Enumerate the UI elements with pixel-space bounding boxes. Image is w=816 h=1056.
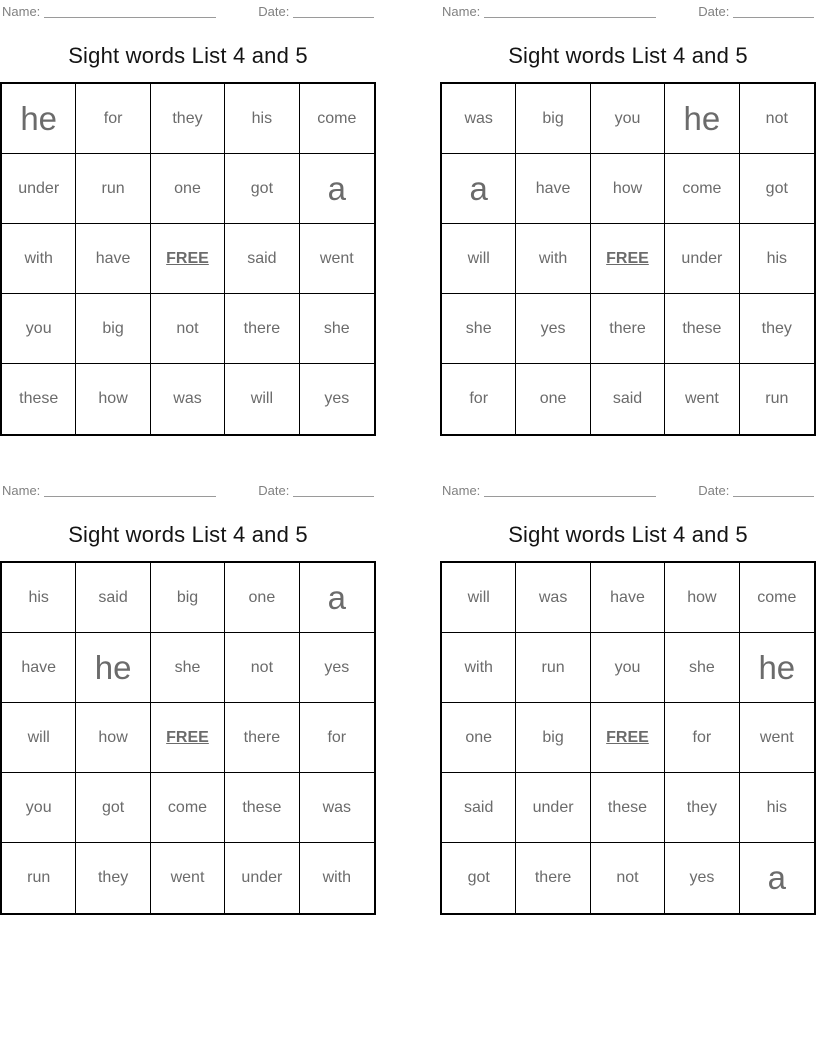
date-blank-line <box>293 5 374 18</box>
bingo-cell: said <box>442 773 516 843</box>
name-label: Name: <box>2 483 41 498</box>
bingo-cell: for <box>442 364 516 434</box>
bingo-cell: they <box>76 843 150 913</box>
bingo-cell: will <box>2 703 76 773</box>
bingo-grid <box>440 82 816 436</box>
bingo-cell: there <box>225 703 299 773</box>
name-blank-line <box>44 5 216 18</box>
bingo-cell: went <box>300 224 374 294</box>
free-cell: FREE <box>591 224 665 294</box>
date-blank-line <box>733 5 814 18</box>
bingo-cell: he <box>2 84 76 154</box>
bingo-cell: there <box>225 294 299 364</box>
bingo-cell: he <box>665 84 739 154</box>
bingo-cell: these <box>225 773 299 843</box>
bingo-grid <box>0 82 376 436</box>
card-title: Sight words List 4 and 5 <box>68 522 308 547</box>
name-date-header <box>440 0 816 19</box>
free-cell: FREE <box>151 703 225 773</box>
bingo-cell: have <box>516 154 590 224</box>
bingo-cell: he <box>76 633 150 703</box>
bingo-cell: one <box>225 563 299 633</box>
bingo-cell: you <box>591 633 665 703</box>
bingo-cell: she <box>151 633 225 703</box>
bingo-cell: with <box>516 224 590 294</box>
bingo-cell: under <box>665 224 739 294</box>
bingo-cell: run <box>516 633 590 703</box>
card-title: Sight words List 4 and 5 <box>508 522 748 547</box>
name-date-header <box>0 479 376 498</box>
bingo-cell: a <box>300 563 374 633</box>
bingo-cell: with <box>2 224 76 294</box>
bingo-cell: you <box>591 84 665 154</box>
bingo-cell: for <box>665 703 739 773</box>
card-title: Sight words List 4 and 5 <box>508 43 748 68</box>
bingo-cell: his <box>740 773 814 843</box>
name-date-header <box>0 0 376 19</box>
free-cell: FREE <box>591 703 665 773</box>
bingo-cell: got <box>740 154 814 224</box>
bingo-cell: they <box>151 84 225 154</box>
name-blank-line <box>44 484 216 497</box>
bingo-cell: a <box>767 859 786 896</box>
bingo-cell: not <box>740 84 814 154</box>
bingo-cell: will <box>442 224 516 294</box>
bingo-cell: big <box>516 703 590 773</box>
bingo-cell: said <box>225 224 299 294</box>
bingo-cell: have <box>76 224 150 294</box>
bingo-cell: yes <box>300 633 374 703</box>
bingo-cell: he <box>740 633 814 703</box>
free-cell: FREE <box>151 224 225 294</box>
bingo-cell: come <box>740 563 814 633</box>
bingo-cell: one <box>442 703 516 773</box>
bingo-cell: with <box>322 869 352 886</box>
bingo-cell: you <box>2 294 76 364</box>
bingo-cell: his <box>2 563 76 633</box>
date-blank-line <box>293 484 374 497</box>
bingo-cell: not <box>225 633 299 703</box>
bingo-cell: come <box>300 84 374 154</box>
bingo-cell: was <box>442 84 516 154</box>
bingo-card <box>0 479 376 915</box>
bingo-cell: there <box>591 294 665 364</box>
name-label: Name: <box>442 4 481 19</box>
bingo-cell: with <box>442 633 516 703</box>
bingo-cell: have <box>591 563 665 633</box>
bingo-card <box>440 479 816 915</box>
bingo-cell: how <box>76 364 150 434</box>
bingo-cell: for <box>76 84 150 154</box>
bingo-cell: big <box>151 563 225 633</box>
bingo-cell: these <box>2 364 76 434</box>
bingo-cell: went <box>151 843 225 913</box>
bingo-cell: a <box>442 154 516 224</box>
bingo-grid <box>0 561 376 915</box>
bingo-cell: was <box>300 773 374 843</box>
bingo-card <box>440 0 816 436</box>
bingo-cell: run <box>765 390 789 407</box>
bingo-cell: one <box>151 154 225 224</box>
bingo-cell: there <box>516 843 590 913</box>
date-blank-line <box>733 484 814 497</box>
bingo-cell: got <box>225 154 299 224</box>
bingo-cell: these <box>665 294 739 364</box>
bingo-cell: got <box>442 843 516 913</box>
bingo-cell: will <box>225 364 299 434</box>
bingo-cell: big <box>516 84 590 154</box>
bingo-cell: she <box>665 633 739 703</box>
bingo-cell: run <box>76 154 150 224</box>
date-label: Date: <box>258 483 290 498</box>
bingo-cell: was <box>516 563 590 633</box>
date-label: Date: <box>698 4 730 19</box>
bingo-cell: went <box>740 703 814 773</box>
bingo-cell: said <box>76 563 150 633</box>
bingo-cell: a <box>300 154 374 224</box>
date-label: Date: <box>258 4 290 19</box>
bingo-cell: come <box>665 154 739 224</box>
bingo-cell: these <box>591 773 665 843</box>
bingo-cell: got <box>76 773 150 843</box>
bingo-cell: yes <box>324 390 350 407</box>
bingo-cell: under <box>2 154 76 224</box>
bingo-cell: not <box>591 843 665 913</box>
bingo-cell: not <box>151 294 225 364</box>
bingo-cell: run <box>2 843 76 913</box>
bingo-cell: was <box>151 364 225 434</box>
bingo-cell: yes <box>516 294 590 364</box>
bingo-cell: his <box>225 84 299 154</box>
bingo-grid <box>440 561 816 915</box>
bingo-cell: will <box>442 563 516 633</box>
card-title: Sight words List 4 and 5 <box>68 43 308 68</box>
name-date-header <box>440 479 816 498</box>
bingo-card <box>0 0 376 436</box>
bingo-cell: how <box>76 703 150 773</box>
bingo-cell: big <box>76 294 150 364</box>
bingo-cell: how <box>591 154 665 224</box>
bingo-cell: for <box>300 703 374 773</box>
bingo-cell: said <box>591 364 665 434</box>
bingo-cell: one <box>516 364 590 434</box>
bingo-cell: under <box>516 773 590 843</box>
bingo-cell: went <box>665 364 739 434</box>
name-blank-line <box>484 5 656 18</box>
bingo-cell: his <box>740 224 814 294</box>
bingo-cell: she <box>442 294 516 364</box>
name-label: Name: <box>442 483 481 498</box>
bingo-cell: yes <box>665 843 739 913</box>
bingo-cell: come <box>151 773 225 843</box>
bingo-cell: they <box>665 773 739 843</box>
bingo-cell: you <box>2 773 76 843</box>
bingo-cell: how <box>665 563 739 633</box>
date-label: Date: <box>698 483 730 498</box>
name-label: Name: <box>2 4 41 19</box>
bingo-cell: under <box>225 843 299 913</box>
bingo-cell: have <box>2 633 76 703</box>
bingo-cell: she <box>300 294 374 364</box>
bingo-cell: they <box>740 294 814 364</box>
name-blank-line <box>484 484 656 497</box>
